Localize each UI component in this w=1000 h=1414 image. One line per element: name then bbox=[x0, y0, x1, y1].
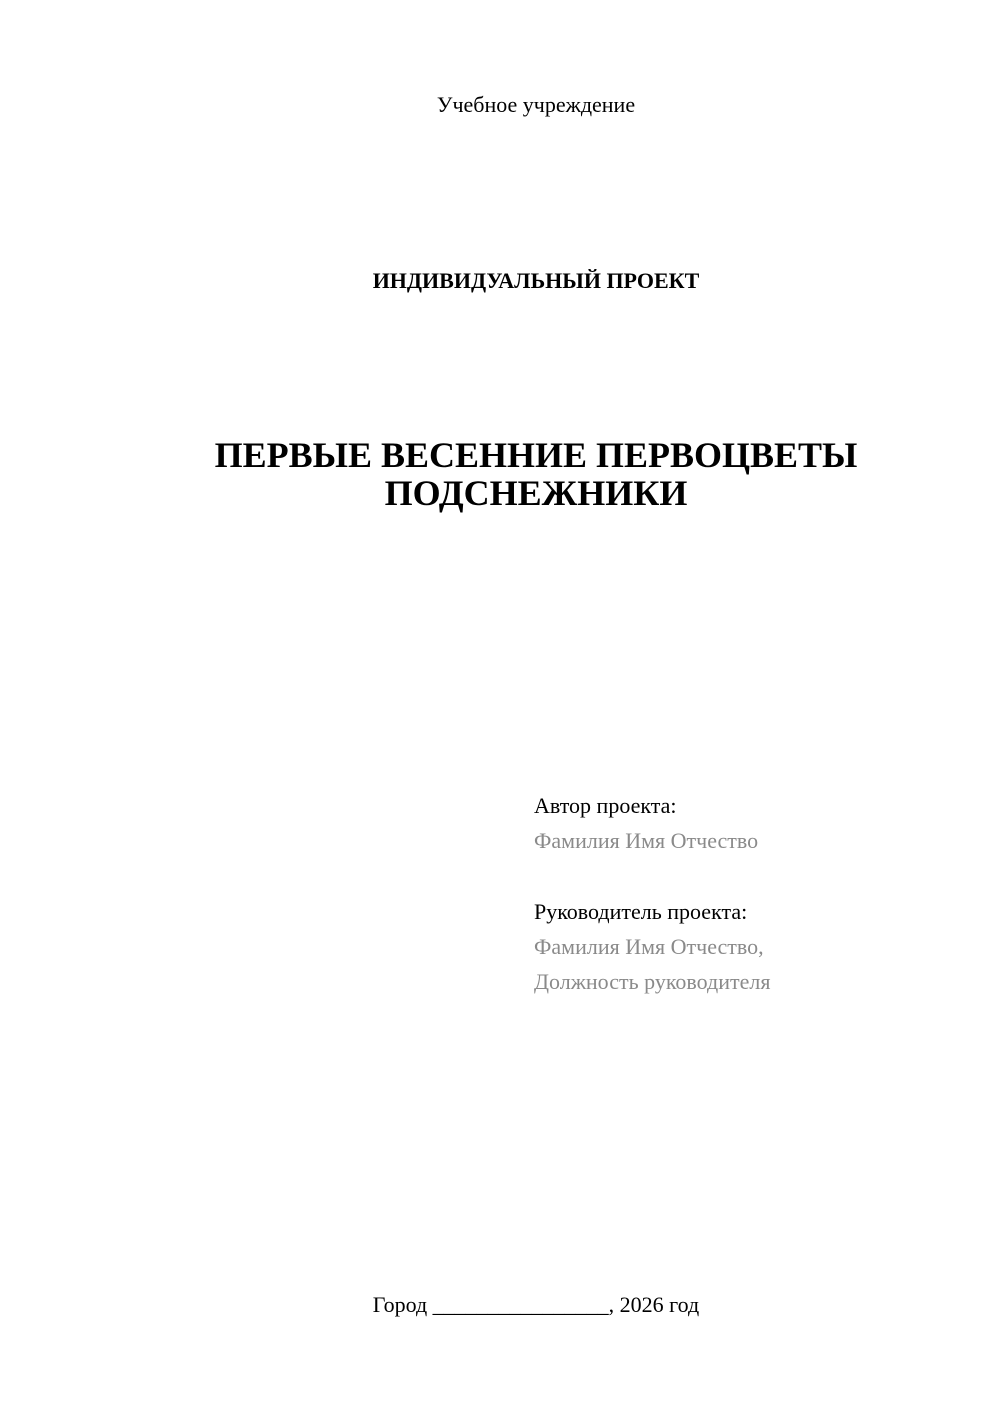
supervisor-label: Руководитель проекта: bbox=[534, 899, 748, 924]
info-spacer bbox=[534, 858, 974, 894]
city-year-line: Город ________________, 2026 год bbox=[372, 1292, 700, 1317]
author-name: Фамилия Имя Отчество bbox=[534, 828, 759, 853]
project-title bbox=[0, 436, 1000, 512]
institution-name: Учебное учреждение bbox=[436, 92, 636, 117]
supervisor-name: Фамилия Имя Отчество, bbox=[534, 934, 764, 959]
supervisor-position: Должность руководителя bbox=[534, 969, 771, 994]
document-type: ИНДИВИДУАЛЬНЫЙ ПРОЕКТ bbox=[372, 268, 700, 293]
author-label: Автор проекта: bbox=[534, 793, 677, 818]
project-info-block bbox=[534, 788, 974, 999]
project-title-line-2: ПОДСНЕЖНИКИ bbox=[384, 473, 688, 513]
project-title-line-1: ПЕРВЫЕ ВЕСЕННИЕ ПЕРВОЦВЕТЫ bbox=[214, 435, 858, 475]
